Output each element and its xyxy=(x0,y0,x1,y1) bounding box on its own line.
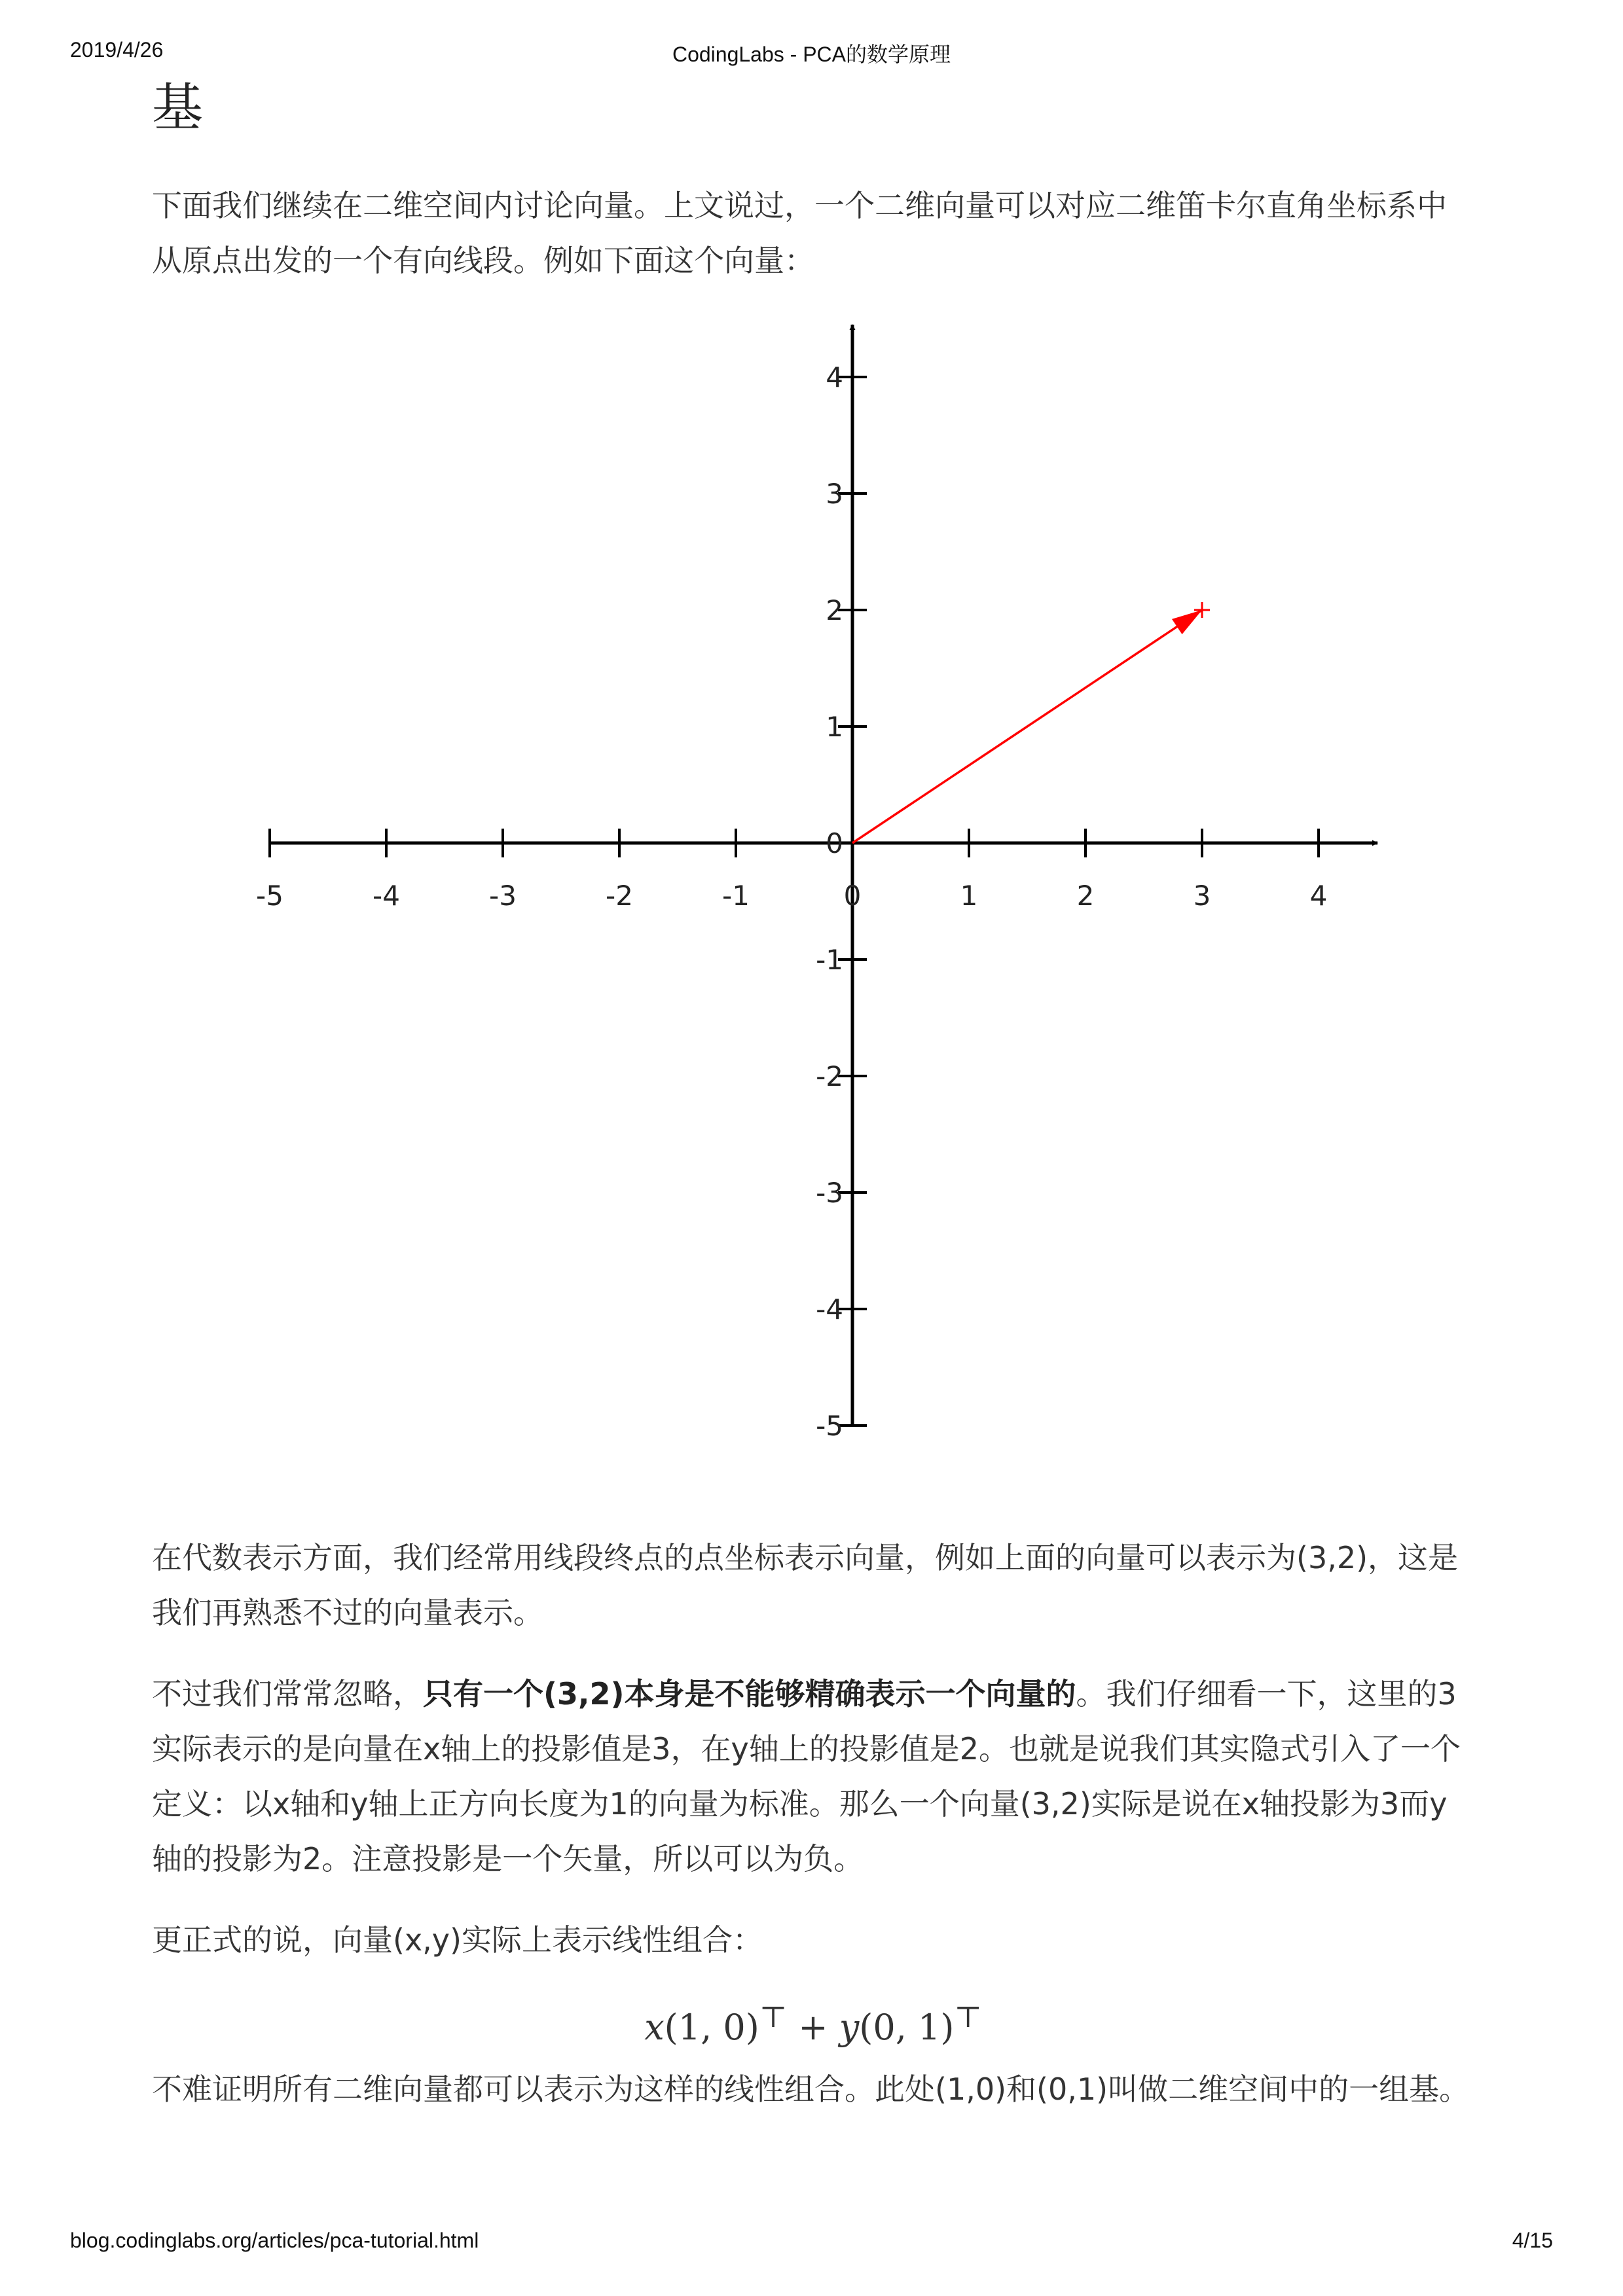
x-tick-label: -2 xyxy=(606,880,633,912)
formula-term-1: (1, 0) xyxy=(664,2007,759,2048)
formula-transpose-1: ⊤ xyxy=(759,2000,788,2034)
paragraph-algebra: 在代数表示方面，我们经常用线段终点的点坐标表示向量，例如上面的向量可以表示为(3,2)，这是我们再熟悉不过的向量表示。 xyxy=(152,1540,1459,1630)
paragraph-basis-note-end: 。我们仔细看一下，这里的3实际表示的是向量在x轴上的投影值是3，在y轴上的投影值是2。也就是说我们其实隐式引入了一个定义：以x轴和y轴上正方向长度为1的向量为标准。那么一个向量(3,2)实际是说在x轴投影为3而y轴的投影为2。注意投影是一个矢量，所以可以为负。 xyxy=(152,1676,1461,1876)
x-tick-label: -3 xyxy=(489,880,517,912)
x-tick-label: -5 xyxy=(256,880,283,912)
coordinate-chart xyxy=(152,321,1474,1512)
linear-combination-formula xyxy=(152,1981,1474,2054)
vector-figure xyxy=(152,321,1474,1512)
vector-line xyxy=(852,610,1202,843)
print-date: 2019/4/26 xyxy=(70,38,164,62)
print-url: blog.codinglabs.org/articles/pca-tutorial.html xyxy=(70,2229,479,2252)
y-tick-label: 3 xyxy=(826,478,843,510)
y-tick-label: 2 xyxy=(826,594,843,626)
paragraph-basis-note-start: 不过我们常常忽略， xyxy=(152,1676,423,1712)
x-tick-label: 3 xyxy=(1193,880,1211,912)
print-footer xyxy=(0,2229,1623,2257)
y-tick-label: 4 xyxy=(826,361,843,393)
vector-arrowhead xyxy=(1172,610,1202,634)
x-tick-label: -1 xyxy=(722,880,750,912)
formula-term-2: (0, 1) xyxy=(859,2007,955,2048)
y-tick-label: 0 xyxy=(826,827,843,859)
print-page-number: 4/15 xyxy=(1512,2229,1553,2252)
paragraph-linear-combination: 更正式的说，向量(x,y)实际上表示线性组合： xyxy=(152,1922,763,1958)
formula-y: y xyxy=(839,2007,860,2048)
section-title: 基 xyxy=(152,79,204,137)
y-tick-label: -1 xyxy=(816,944,843,976)
paragraph-basis-note-bold: 只有一个(3,2)本身是不能够精确表示一个向量的 xyxy=(423,1676,1076,1712)
x-tick-label: 1 xyxy=(960,880,978,912)
formula-x: x xyxy=(644,2007,665,2048)
x-tick-label: 0 xyxy=(843,880,862,912)
formula-transpose-2: ⊤ xyxy=(954,2000,982,2034)
print-header xyxy=(0,38,1623,67)
paragraph-intro: 下面我们继续在二维空间内讨论向量。上文说过，一个二维向量可以对应二维笛卡尔直角坐标系中从原点出发的一个有向线段。例如下面这个向量： xyxy=(152,188,1447,278)
print-page-title: CodingLabs - PCA的数学原理 xyxy=(672,43,951,66)
y-tick-label: -2 xyxy=(816,1060,843,1092)
paragraph-basis-definition: 不难证明所有二维向量都可以表示为这样的线性组合。此处(1,0)和(0,1)叫做二维空间中的一组基。 xyxy=(152,2072,1470,2107)
y-tick-label: -5 xyxy=(816,1410,843,1442)
y-tick-label: -4 xyxy=(816,1293,843,1325)
article-content xyxy=(152,72,1474,2117)
x-tick-label: 4 xyxy=(1309,880,1328,912)
y-tick-label: 1 xyxy=(826,711,843,743)
paragraph-basis-note xyxy=(152,1666,1474,1886)
x-tick-label: -4 xyxy=(373,880,400,912)
formula-plus: + xyxy=(787,2007,839,2048)
x-tick-label: 2 xyxy=(1076,880,1095,912)
y-tick-label: -3 xyxy=(816,1177,843,1209)
